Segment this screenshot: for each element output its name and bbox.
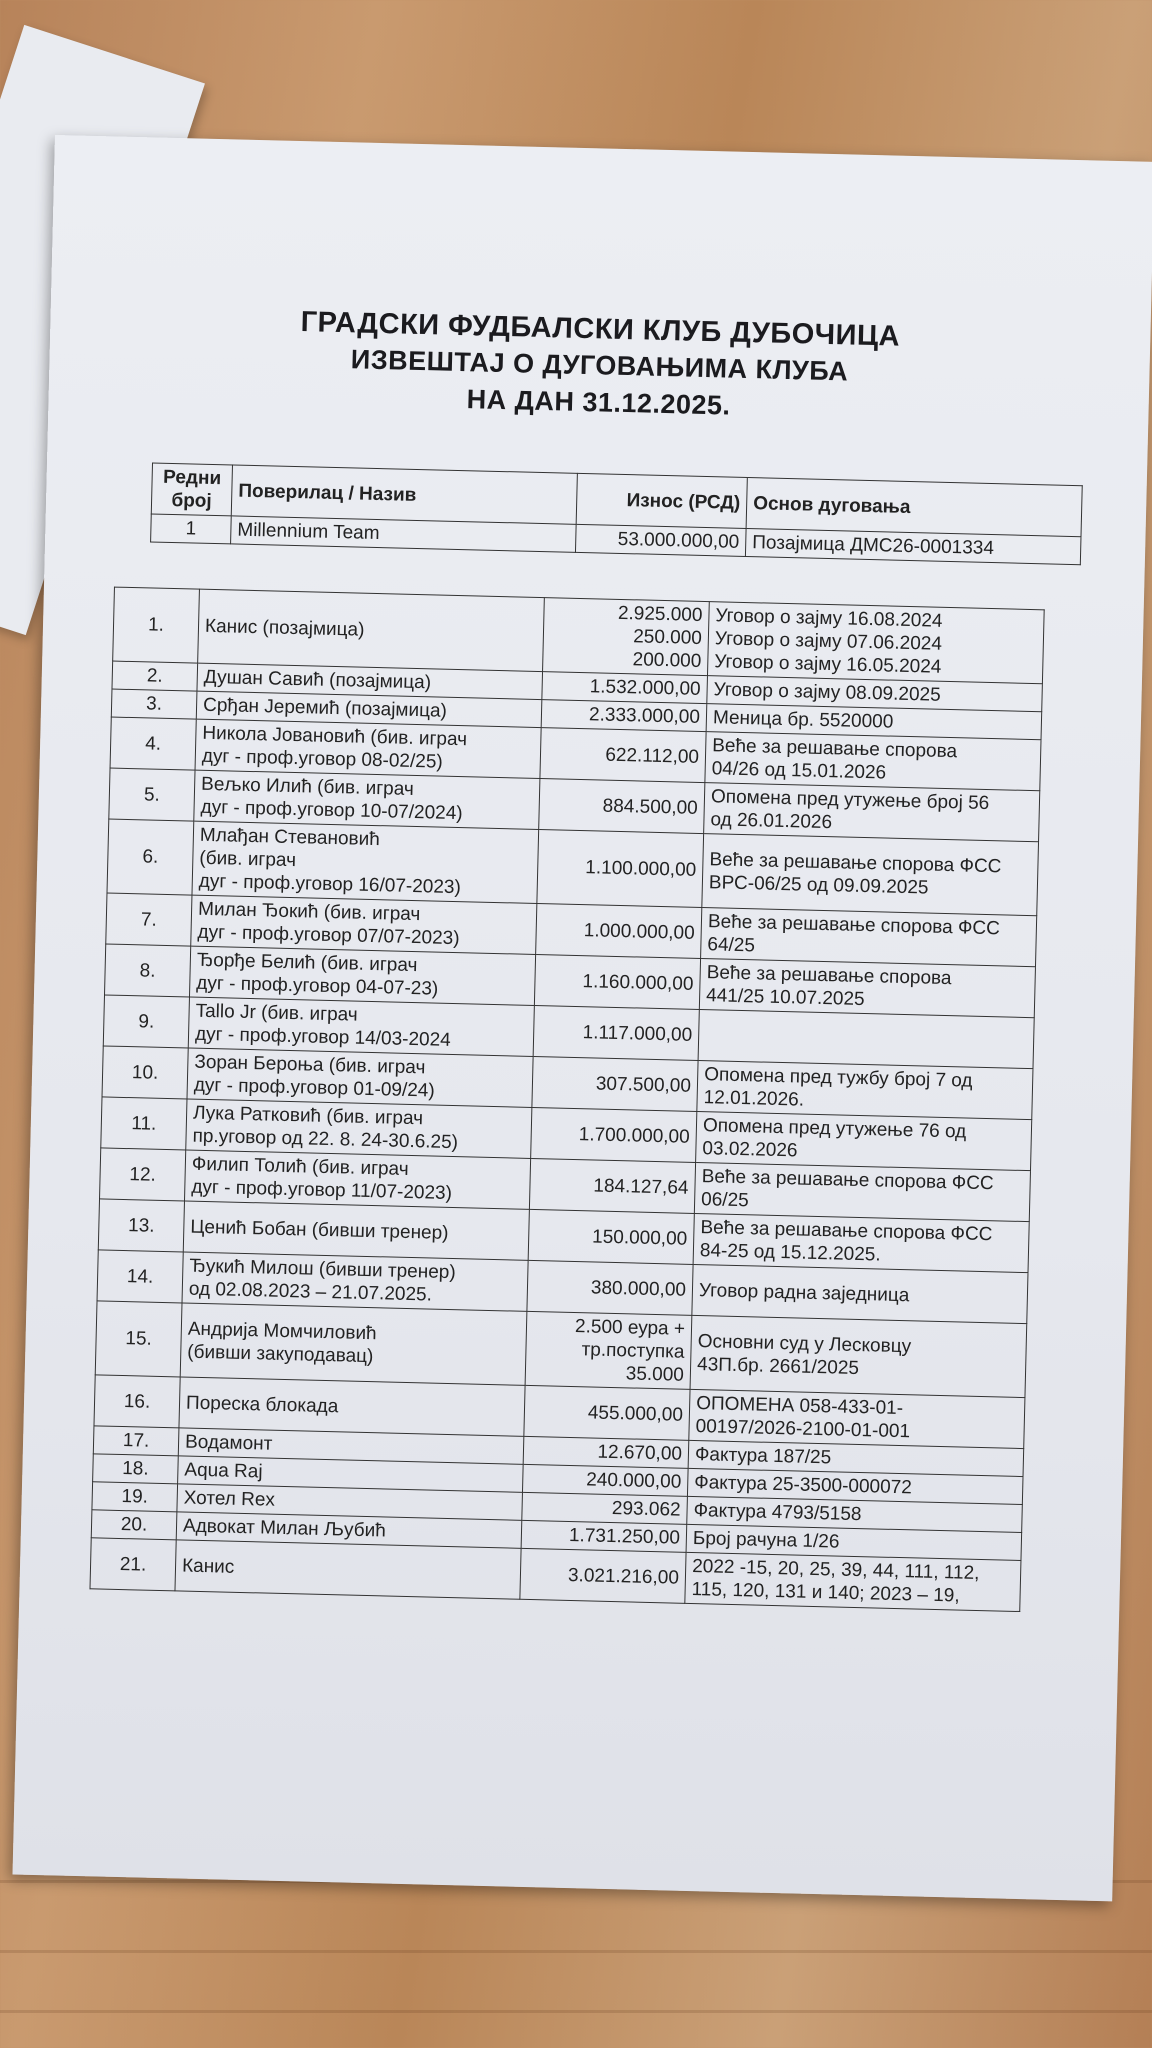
row-amount: 1.100.000,00: [537, 830, 704, 908]
row-basis: Веће за решавање спорова ФСС ВРС-06/25 од 09.09.2025: [702, 834, 1039, 916]
row-basis: Веће за решавање спорова 441/25 10.07.2025: [699, 959, 1035, 1018]
row-basis: Веће за решавање спорова ФСС 84-25 од 15.12.2025.: [693, 1213, 1029, 1272]
row-creditor: Душан Савић (позајмица): [197, 663, 543, 699]
row-no: 9.: [103, 995, 189, 1048]
row-creditor: Лука Ратковић (бив. играч пр.уговор од 22. 8. 24-30.6.25): [186, 1099, 532, 1158]
row-basis: Опомена пред тужбу број 7 од 12.01.2026.: [697, 1060, 1033, 1119]
row-no: 1.: [113, 587, 200, 663]
row-no: 11.: [101, 1097, 187, 1150]
row-no: 13.: [98, 1199, 184, 1252]
row-creditor: Канис (позајмица): [198, 589, 545, 671]
row-basis: Уговор о зајму 08.09.2025: [707, 676, 1043, 712]
row-basis: Веће за решавање спорова ФСС 64/25: [701, 908, 1037, 967]
row-creditor: Водамонт: [178, 1428, 524, 1464]
row-basis: Основни суд у Лесковцу 43П.бр. 2661/2025: [690, 1315, 1027, 1397]
row-no: 6.: [107, 819, 194, 895]
row-creditor: Aqua Raj: [178, 1456, 524, 1492]
row-basis: ОПОМЕНА 058-433-01- 00197/2026-2100-01-001: [689, 1389, 1025, 1448]
col-header-no: Редни број: [151, 463, 232, 516]
row-amount: 622.112,00: [540, 728, 706, 783]
row-basis: Позајмица ДМС26-0001334: [745, 529, 1081, 565]
row-amount: 380.000,00: [527, 1260, 693, 1315]
row-no: 5.: [109, 768, 195, 821]
row-amount: 293.062: [522, 1492, 688, 1524]
row-creditor: Пореска блокада: [179, 1377, 525, 1436]
row-amount: 150.000,00: [528, 1209, 694, 1264]
row-creditor: Млађан Стевановић (бив. играч дуг - проф.уговор 16/07-2023): [192, 821, 539, 903]
row-basis: Уговор радна заједница: [692, 1264, 1028, 1323]
row-creditor: Милан Ђокић (бив. играч дуг - проф.уговор 07/07-2023): [191, 895, 537, 954]
row-basis: Број рачуна 1/26: [686, 1524, 1022, 1560]
col-header-amount: Износ (РСД): [576, 473, 747, 528]
row-no: 15.: [95, 1301, 182, 1377]
row-amount: 2.333.000,00: [541, 700, 707, 732]
row-amount: 1.731.250,00: [521, 1520, 687, 1552]
row-amount: 53.000.000,00: [575, 524, 746, 556]
col-header-creditor: Поверилац / Назив: [231, 465, 577, 524]
row-creditor: Tallo Jr (бив. играч дуг - проф.уговор 14/03-2024: [188, 997, 534, 1056]
row-no: 1: [151, 514, 232, 544]
row-creditor: Срђан Јеремић (позајмица): [196, 691, 542, 727]
row-no: 7.: [106, 893, 192, 946]
row-basis: Опомена пред утужење број 56 од 26.01.2026: [704, 783, 1040, 842]
row-no: 2.: [112, 661, 198, 691]
row-basis: Уговор о зајму 16.08.2024 Уговор о зајму 07.06.2024 Уговор о зајму 16.05.2024: [707, 602, 1044, 684]
row-amount: 184.127,64: [529, 1158, 695, 1213]
row-basis: [698, 1010, 1034, 1069]
row-basis: Веће за решавање спорова ФСС 06/25: [694, 1162, 1030, 1221]
row-no: 4.: [110, 717, 196, 770]
row-no: 8.: [105, 944, 191, 997]
row-no: 18.: [93, 1454, 179, 1484]
row-creditor: Канис: [175, 1540, 521, 1599]
document-page: [12, 135, 1152, 1901]
row-no: 20.: [91, 1510, 177, 1540]
row-basis: Опомена пред утужење 76 од 03.02.2026: [696, 1111, 1032, 1170]
row-amount: 240.000,00: [522, 1464, 688, 1496]
debts-table: [89, 587, 1044, 1612]
col-header-basis: Основ дуговања: [746, 478, 1082, 537]
row-amount: 2.925.000 250.000 200.000: [543, 598, 710, 676]
row-creditor: Адвокат Милан Љубић: [176, 1512, 522, 1548]
row-no: 10.: [102, 1046, 188, 1099]
row-creditor: Филип Толић (бив. играч дуг - проф.уговор 11/07-2023): [184, 1150, 530, 1209]
row-amount: 455.000,00: [524, 1385, 690, 1440]
row-creditor: Хотел Rex: [177, 1484, 523, 1520]
report-date: НА ДАН 31.12.2025.: [466, 384, 731, 421]
row-no: 21.: [90, 1538, 176, 1591]
row-amount: 1.000.000,00: [536, 904, 702, 959]
row-creditor: Вељко Илић (бив. играч дуг - проф.уговор 10-07/2024): [194, 770, 540, 829]
row-no: 12.: [100, 1148, 186, 1201]
row-creditor: Ценић Бобан (бивши тренер): [183, 1201, 529, 1260]
club-name-heading: ГРАДСКИ ФУДБАЛСКИ КЛУБ ДУБОЧИЦА: [300, 306, 901, 353]
row-no: 17.: [93, 1426, 179, 1456]
row-creditor: Никола Јовановић (бив. играч дуг - проф.уговор 08-02/25): [195, 719, 541, 778]
row-no: 3.: [111, 689, 197, 719]
row-amount: 1.700.000,00: [531, 1107, 697, 1162]
row-basis: Меница бр. 5520000: [706, 704, 1042, 740]
row-amount: 12.670,00: [523, 1436, 689, 1468]
main-creditor-table: [150, 462, 1083, 565]
report-title: ИЗВЕШТАЈ О ДУГОВАЊИМА КЛУБА: [350, 344, 849, 387]
row-creditor: Ђорђе Белић (бив. играч дуг - проф.уговор 04-07-23): [189, 946, 535, 1005]
row-amount: 1.160.000,00: [534, 954, 700, 1009]
row-creditor: Millennium Team: [231, 516, 577, 552]
row-creditor: Андрија Момчиловић (бивши закуподавац): [180, 1303, 527, 1385]
row-amount: 307.500,00: [532, 1056, 698, 1111]
row-no: 19.: [92, 1482, 178, 1512]
row-basis: Фактура 187/25: [688, 1440, 1024, 1476]
row-amount: 1.532.000,00: [542, 672, 708, 704]
row-amount: 884.500,00: [539, 779, 705, 834]
row-amount: 2.500 еура + тр.поступка 35.000: [525, 1311, 692, 1389]
row-amount: 3.021.216,00: [520, 1548, 686, 1603]
row-basis: 2022 -15, 20, 25, 39, 44, 111, 112, 115, 120, 131 и 140; 2023 – 19,: [685, 1552, 1021, 1611]
row-basis: Фактура 4793/5158: [687, 1496, 1023, 1532]
row-creditor: Ђукић Милош (бивши тренер) од 02.08.2023 – 21.07.2025.: [182, 1252, 528, 1311]
row-basis: Фактура 25-3500-000072: [687, 1468, 1023, 1504]
row-basis: Веће за решавање спорова 04/26 од 15.01.2026: [705, 732, 1041, 791]
row-no: 16.: [94, 1375, 180, 1428]
row-no: 14.: [97, 1250, 183, 1303]
row-creditor: Зоран Берoња (бив. играч дуг - проф.уговор 01-09/24): [187, 1048, 533, 1107]
row-amount: 1.117.000,00: [533, 1005, 699, 1060]
